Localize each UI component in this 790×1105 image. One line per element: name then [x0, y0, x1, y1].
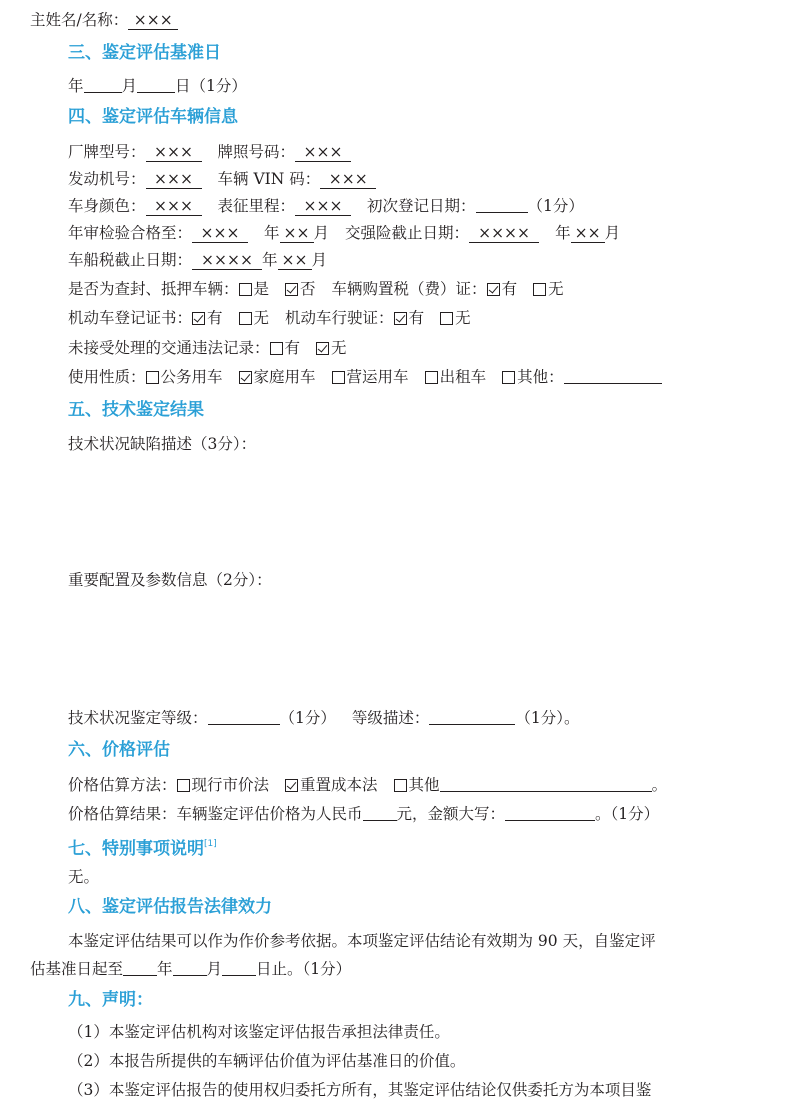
vio-yes-checkbox[interactable] — [270, 342, 283, 355]
method-other-label: 其他 — [408, 776, 440, 794]
defect-label: 技术状况缺陷描述（3分）： — [68, 435, 257, 453]
method-other-checkbox[interactable] — [394, 779, 407, 792]
violation-line — [68, 338, 347, 358]
validity-paragraph-1: 本鉴定评估结果可以作为作价参考依据。本项鉴定评估结论有效期为 90 天，自鉴定评 — [68, 932, 656, 950]
section-7-title — [68, 833, 217, 860]
vin-value: ××× — [320, 170, 376, 189]
purchase-yes-checkbox[interactable] — [487, 283, 500, 296]
seized-yes-label: 是 — [253, 280, 270, 298]
section-4-title: 四、鉴定评估车辆信息 — [68, 107, 238, 127]
grade-desc-blank — [429, 708, 515, 725]
color-label: 车身颜色： — [68, 197, 146, 215]
engine-value: ××× — [146, 170, 202, 189]
purchase-tax-label: 车辆购置税（费）证： — [331, 280, 487, 298]
year-blank — [84, 76, 122, 93]
mileage-label: 表征里程： — [217, 197, 296, 215]
first-reg-blank — [476, 196, 528, 213]
license-label: 机动车行驶证： — [285, 309, 394, 327]
method-cost-checkbox[interactable] — [285, 779, 298, 792]
reg-no-label: 无 — [253, 309, 270, 327]
purchase-yes-label: 有 — [501, 280, 518, 298]
usage-label: 使用性质： — [68, 368, 146, 386]
owner-label: 主姓名/名称： — [30, 11, 129, 29]
engine-line — [68, 169, 376, 189]
vio-no-checkbox[interactable] — [316, 342, 329, 355]
usage-other-label: 其他： — [517, 368, 564, 386]
inspect-year-unit: 年 — [264, 224, 280, 242]
reg-yes-label: 有 — [207, 309, 223, 327]
config-label: 重要配置及参数信息（2分）： — [68, 571, 272, 589]
violation-label: 未接受处理的交通违法记录： — [68, 339, 270, 357]
validity-year-blank — [123, 959, 157, 976]
color-value: ××× — [146, 197, 202, 216]
month-label: 月 — [121, 77, 138, 95]
result-label: 价格估算结果：车辆鉴定评估价格为人民币 — [68, 805, 363, 823]
usage-family-checkbox[interactable] — [239, 371, 252, 384]
lic-no-label: 无 — [455, 309, 471, 327]
seized-label: 是否为查封、抵押车辆： — [68, 280, 239, 298]
vio-no-label: 无 — [331, 339, 347, 357]
result-unit: 元，金额大写： — [396, 805, 506, 823]
seized-no-checkbox[interactable] — [285, 283, 298, 296]
grade-blank — [208, 708, 280, 725]
owner-value: ××× — [128, 11, 178, 30]
validity-year-unit: 年 — [157, 960, 173, 978]
declaration-item-3: （3）本鉴定评估报告的使用权归委托方所有，其鉴定评估结论仅供委托方为本项目鉴 — [68, 1081, 652, 1099]
tax-month: ×× — [278, 251, 312, 270]
owner-line — [30, 10, 178, 30]
insure-year-unit: 年 — [555, 224, 571, 242]
validity-paragraph-2 — [30, 959, 351, 979]
result-amount-blank — [363, 804, 397, 821]
section-7-title-text: 七、特别事项说明 — [68, 839, 204, 859]
method-cost-label: 重置成本法 — [300, 776, 378, 794]
tax-year: ×××× — [192, 251, 262, 270]
base-date-line — [68, 76, 247, 96]
inspect-year: ××× — [192, 224, 248, 243]
usage-line — [68, 367, 662, 387]
mileage-value: ××× — [295, 197, 351, 216]
vin-label: 车辆 VIN 码： — [217, 170, 321, 188]
lic-no-checkbox[interactable] — [440, 312, 453, 325]
plate-label: 牌照号码： — [217, 143, 296, 161]
section-8-title: 八、鉴定评估报告法律效力 — [68, 897, 272, 917]
declaration-item-2: （2）本报告所提供的车辆评估价值为评估基准日的价值。 — [68, 1052, 466, 1070]
seized-yes-checkbox[interactable] — [239, 283, 252, 296]
usage-other-checkbox[interactable] — [502, 371, 515, 384]
validity-month-blank — [173, 959, 207, 976]
method-market-checkbox[interactable] — [177, 779, 190, 792]
engine-label: 发动机号： — [68, 170, 146, 188]
first-reg-label: 初次登记日期： — [367, 197, 476, 215]
usage-operating-label: 营运用车 — [346, 368, 409, 386]
inspect-month: ×× — [280, 224, 314, 243]
reg-yes-checkbox[interactable] — [192, 312, 205, 325]
purchase-no-label: 无 — [548, 280, 564, 298]
cert-line — [68, 308, 471, 328]
brand-value: ××× — [146, 143, 202, 162]
section-6-title: 六、价格评估 — [68, 740, 170, 760]
insure-year: ×××× — [469, 224, 539, 243]
method-end: 。 — [651, 776, 668, 794]
tax-label: 车船税截止日期： — [68, 251, 193, 269]
reg-cert-label: 机动车登记证书： — [68, 309, 193, 327]
year-label: 年 — [68, 77, 84, 95]
usage-taxi-checkbox[interactable] — [425, 371, 438, 384]
result-line — [68, 804, 659, 824]
reg-no-checkbox[interactable] — [239, 312, 252, 325]
declaration-item-1: （1）本鉴定评估机构对该鉴定评估报告承担法律责任。 — [68, 1023, 450, 1041]
usage-family-label: 家庭用车 — [253, 368, 316, 386]
insure-month: ×× — [571, 224, 605, 243]
seized-line — [68, 279, 564, 299]
grade-desc-label: 等级描述： — [351, 709, 430, 727]
tax-line — [68, 250, 327, 270]
usage-other-blank — [564, 367, 662, 384]
first-reg-score: （1分） — [527, 197, 584, 215]
special-content: 无。 — [68, 868, 100, 886]
grade-desc-score: （1分）。 — [515, 709, 580, 727]
method-label: 价格估算方法： — [68, 776, 177, 794]
method-market-label: 现行市价法 — [191, 776, 270, 794]
usage-official-checkbox[interactable] — [146, 371, 159, 384]
insure-month-unit: 月 — [604, 224, 621, 242]
usage-operating-checkbox[interactable] — [332, 371, 345, 384]
lic-yes-checkbox[interactable] — [394, 312, 407, 325]
color-line — [68, 196, 584, 216]
usage-official-label: 公务用车 — [160, 368, 223, 386]
method-other-blank — [440, 775, 652, 792]
tax-month-unit: 月 — [311, 251, 328, 269]
section-9-title: 九、声明： — [68, 990, 153, 1010]
footnote-ref[interactable]: [1] — [204, 839, 217, 849]
inspect-label: 年审检验合格至： — [68, 224, 193, 242]
inspect-month-unit: 月 — [313, 224, 330, 242]
grade-label: 技术状况鉴定等级： — [68, 709, 208, 727]
validity-end: 日止。（1分） — [256, 960, 352, 978]
inspect-line — [68, 223, 620, 243]
insure-label: 交强险截止日期： — [345, 224, 470, 242]
vio-yes-label: 有 — [284, 339, 301, 357]
score-label: （1分） — [190, 77, 247, 95]
brand-line — [68, 142, 351, 162]
method-line — [68, 775, 667, 795]
usage-taxi-label: 出租车 — [439, 368, 487, 386]
validity-start: 估基准日起至 — [30, 960, 124, 978]
brand-label: 厂牌型号： — [68, 143, 146, 161]
tax-year-unit: 年 — [262, 251, 278, 269]
purchase-no-checkbox[interactable] — [533, 283, 546, 296]
month-blank — [137, 76, 175, 93]
lic-yes-label: 有 — [408, 309, 425, 327]
validity-month-unit: 月 — [206, 960, 223, 978]
seized-no-label: 否 — [300, 280, 316, 298]
validity-day-blank — [222, 959, 256, 976]
grade-line — [68, 708, 580, 728]
grade-score: （1分） — [279, 709, 336, 727]
section-5-title: 五、技术鉴定结果 — [68, 400, 204, 420]
plate-value: ××× — [295, 143, 351, 162]
section-3-title: 三、鉴定评估基准日 — [68, 43, 221, 63]
result-score: 。（1分） — [595, 805, 660, 823]
result-words-blank — [505, 804, 595, 821]
day-label: 日 — [175, 77, 191, 95]
